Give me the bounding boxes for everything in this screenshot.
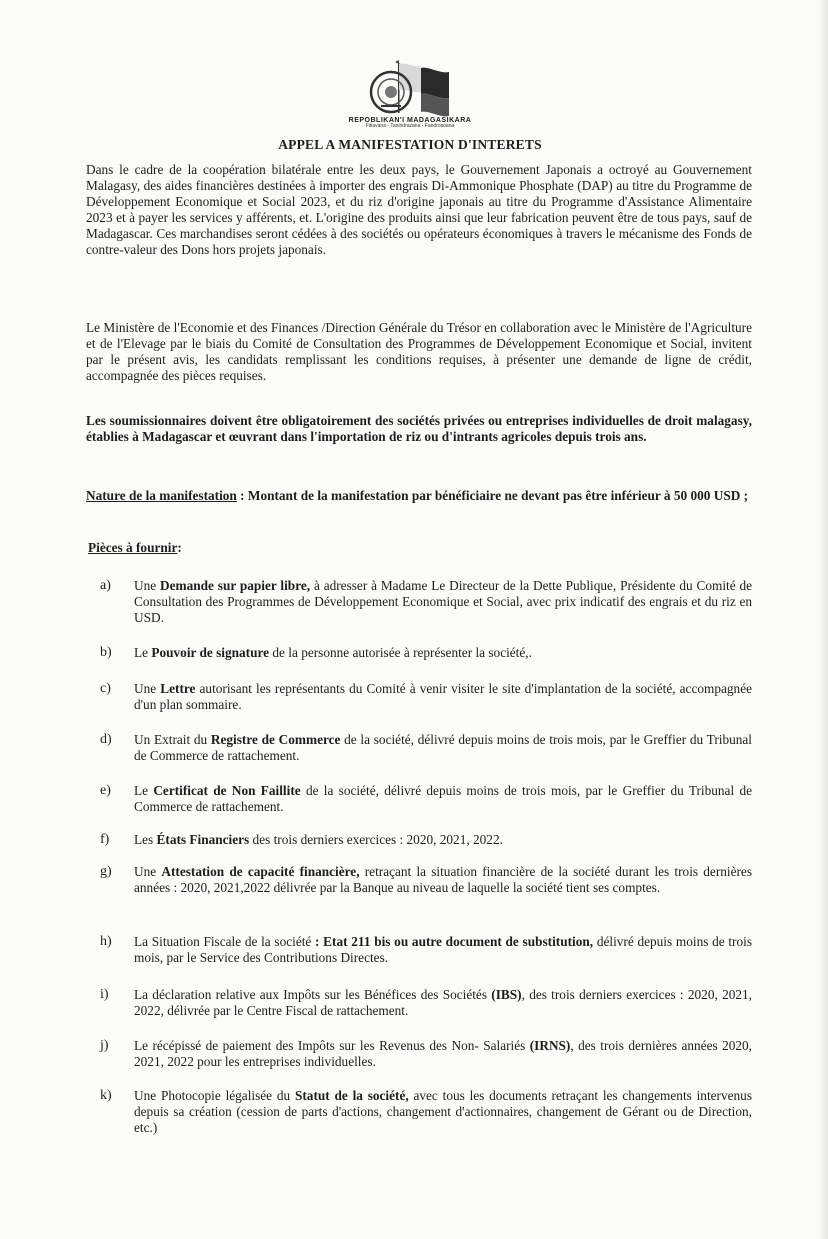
list-item: c) Une Lettre autorisant les représentants du Comité à venir visiter le site d'implantation de la société, accompagnée d'un plan sommaire. — [100, 681, 752, 712]
item-letter: e) — [100, 783, 111, 798]
item-letter: d) — [100, 732, 112, 747]
nature-paragraph — [86, 488, 752, 504]
pieces-heading — [88, 540, 182, 556]
nature-text: Montant de la manifestation par bénéficiaire ne devant pas être inférieur à 50 000 USD ; — [247, 488, 749, 503]
madagascar-emblem-icon — [355, 58, 455, 118]
eligibility-paragraph: Les soumissionnaires doivent être obligatoirement des sociétés privées ou entreprises individuelles de droit malagasy, établies à Madagascar et œuvrant dans l'importation de riz ou d'intrants agricoles depuis trois ans. — [86, 413, 752, 444]
list-item: a) Une Demande sur papier libre, à adresser à Madame Le Directeur de la Dette Publique, Présidente du Comité de Consultation des Programmes de Développement Economique et Social, avec prix indicatif des engrais et du riz en USD. — [100, 578, 753, 625]
list-item: h) La Situation Fiscale de la société : Etat 211 bis ou autre document de substitution, délivré depuis moins de trois mois, par le Service des Contributions Directes. — [100, 934, 752, 965]
republic-name: REPOBLIKAN'I MADAGASIKARA — [348, 117, 472, 124]
nature-separator: : — [236, 488, 248, 503]
item-letter: c) — [100, 681, 111, 696]
page-title: APPEL A MANIFESTATION D'INTERETS — [278, 137, 542, 152]
republic-motto: Fitiavana - Tanindrazana - Fandrosoana — [365, 123, 455, 129]
page-edge-shadow — [818, 0, 828, 1239]
nature-label: Nature de la manifestation — [86, 488, 237, 503]
item-letter: g) — [100, 864, 112, 879]
intro-paragraph-1: Dans le cadre de la coopération bilatérale entre les deux pays, le Gouvernement Japonais a octroyé au Gouvernement Malagasy, des aides financières destinées à importer des engrais Di-Ammonique Phosphate (DAP) au titre du Programme de Développement Economique et Social 2023, et du riz d'origine japonais au titre du Programme d'Assistance Alimentaire 2023 et à payer les services y afférents, et. L'origine des produits ainsi que leur fabrication peuvent être de tous pays, sauf de Madagascar. Ces marchandises seront cédées à des sociétés ou opérateurs économiques à travers le mécanisme des Fonds de contre-valeur des Dons hors projets japonais. — [86, 162, 752, 257]
pieces-heading-colon: : — [177, 540, 182, 555]
item-letter: j) — [100, 1038, 109, 1053]
pieces-heading-label: Pièces à fournir — [88, 540, 178, 555]
list-item: b) Le Pouvoir de signature de la personne autorisée à représenter la société,. — [100, 645, 532, 660]
list-item: k) Une Photocopie légalisée du Statut de la société, avec tous les documents retraçant les changements intervenus depuis sa création (cession de parts d'actions, changement d'actionnaires, changement de Gérant ou de Direction, etc.) — [100, 1088, 752, 1135]
item-letter: a) — [100, 578, 111, 593]
list-item: j) Le récépissé de paiement des Impôts sur les Revenus des Non- Salariés (IRNS), des trois dernières années 2020, 2021, 2022 pour les entreprises individuelles. — [100, 1038, 752, 1069]
list-item: i) La déclaration relative aux Impôts sur les Bénéfices des Sociétés (IBS), des trois derniers exercices : 2020, 2021, 2022, délivrée par le Centre Fiscal de rattachement. — [100, 987, 752, 1018]
item-letter: f) — [100, 832, 110, 847]
list-item: g) Une Attestation de capacité financière, retraçant la situation financière de la société durant les trois dernières années : 2020, 2021,2022 délivrée par la Banque au niveau de laquelle la société tient ses comptes. — [100, 864, 753, 895]
item-letter: i) — [100, 987, 109, 1002]
list-item: e) Le Certificat de Non Faillite de la société, délivré depuis moins de trois mois, par le Greffier du Tribunal de Commerce de rattachement. — [100, 783, 752, 814]
item-letter: k) — [100, 1088, 112, 1103]
intro-paragraph-2: Le Ministère de l'Economie et des Finances /Direction Générale du Trésor en collaboration avec le Ministère de l'Agriculture et de l'Elevage par le biais du Comité de Consultation des Programmes de Développement Economique et Social, invitent par le présent avis, les candidats remplissant les conditions requises, à présenter une demande de ligne de crédit, accompagnée des pièces requises. — [86, 320, 752, 383]
item-letter: b) — [100, 645, 112, 660]
list-item: f) Les États Financiers des trois derniers exercices : 2020, 2021, 2022. — [100, 832, 503, 847]
item-letter: h) — [100, 934, 112, 949]
list-item: d) Un Extrait du Registre de Commerce de la société, délivré depuis moins de trois mois, par le Greffier du Tribunal de Commerce de rattachement. — [100, 732, 752, 763]
